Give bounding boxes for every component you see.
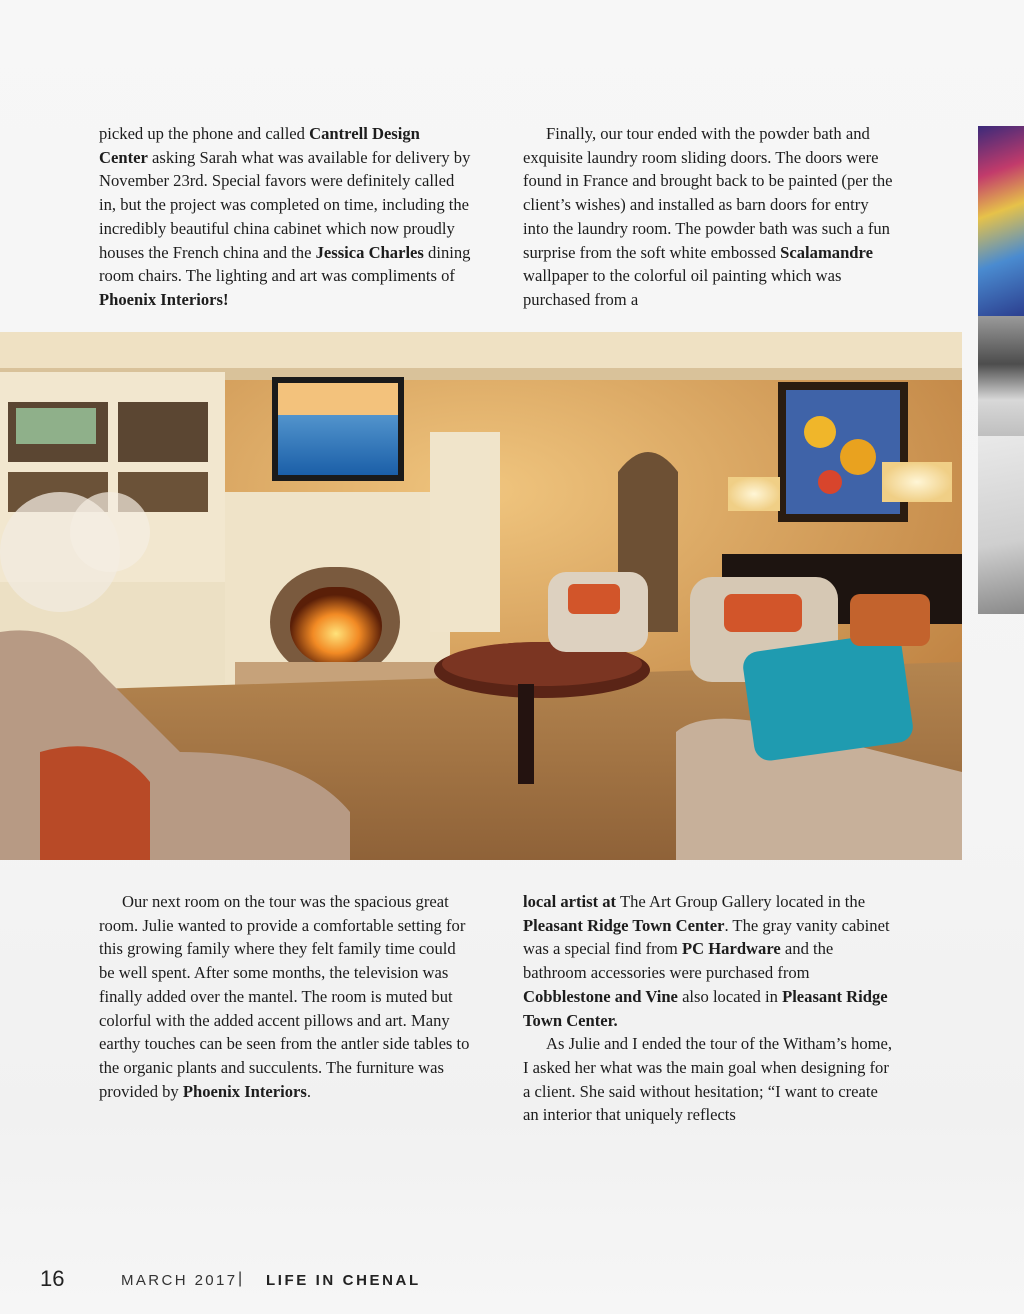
bold-text-run: PC Hardware (681, 939, 781, 959)
article-paragraph (523, 122, 895, 312)
bold-text-run: Cantrell Design Center (99, 124, 420, 167)
text-run: also located in (677, 986, 783, 1006)
article-column-top-right (523, 122, 895, 312)
text-run: picked up the phone and called (99, 124, 310, 143)
text-run: . (306, 1081, 312, 1101)
text-run: As Julie and I ended the tour of the Witham’s home, I asked her what was the main goal when designing for a client. She said without hesitation; “I want to create an interior that uniquely reflects (523, 1034, 893, 1125)
article-column-bottom-left (99, 890, 471, 1103)
text-run: Our next room on the tour was the spacious great room. Julie wanted to provide a comfortable setting for this growing family where they felt family time could be well spent. After some months, the television was finally added over the mantel. The room is muted but colorful with the added accent pillows and art. Many earthy touches can be seen from the antler side tables to the organic plants and succulents. The furniture was provided by (99, 892, 470, 1101)
bold-text-run: Pleasant Ridge Town Center (523, 915, 725, 935)
article-column-top-left (99, 122, 471, 312)
bold-text-run: local artist at (523, 892, 617, 911)
text-run: Finally, our tour ended with the powder bath and exquisite laundry room sliding doors. The doors were found in France and brought back to be painted (per the client’s wishes) and installed as barn doors for entry into the laundry room. The powder bath was such a fun surprise from the soft white embossed (523, 124, 893, 262)
edge-room-fragment (978, 436, 1024, 614)
article-paragraph (523, 1032, 895, 1127)
text-run: The Art Group Gallery located in the (616, 892, 866, 911)
bold-text-run: Pleasant Ridge Town Center. (523, 986, 888, 1030)
text-run: and the bathroom accessories were purchased from (523, 939, 834, 983)
text-run: asking Sarah what was available for delivery by November 23rd. Special favors were definitely called in, but the project was completed on time, including the incredibly beautiful china cabinet which now proudly houses the French china and the (99, 147, 471, 262)
bold-text-run: Phoenix Interiors! (99, 289, 229, 309)
page-number: 16 (40, 1266, 65, 1291)
adjacent-page-art-strip (978, 126, 1024, 614)
bold-text-run: Jessica Charles (315, 242, 424, 262)
text-run: dining room chairs. The lighting and art was compliments of (99, 242, 471, 286)
edge-sculpture-fragment (978, 316, 1024, 436)
article-paragraph (99, 890, 471, 1103)
article-paragraph (99, 122, 471, 312)
edge-painting-fragment (978, 126, 1024, 316)
bold-text-run: Scalamandre (780, 242, 873, 262)
bold-text-run: Phoenix Interiors (182, 1081, 307, 1101)
text-run: wallpaper to the colorful oil painting which was purchased from a (523, 266, 842, 309)
bold-text-run: Cobblestone and Vine (523, 986, 678, 1006)
footer-issue-date: MARCH 2017 (121, 1272, 238, 1289)
footer-publication-name: LIFE IN CHENAL (266, 1272, 421, 1289)
article-paragraph (523, 890, 895, 1032)
text-run: . The gray vanity cabinet was a special find from (523, 915, 890, 959)
article-column-bottom-right (523, 890, 895, 1127)
footer-separator: | (238, 1270, 243, 1287)
great-room-photo (0, 332, 962, 860)
